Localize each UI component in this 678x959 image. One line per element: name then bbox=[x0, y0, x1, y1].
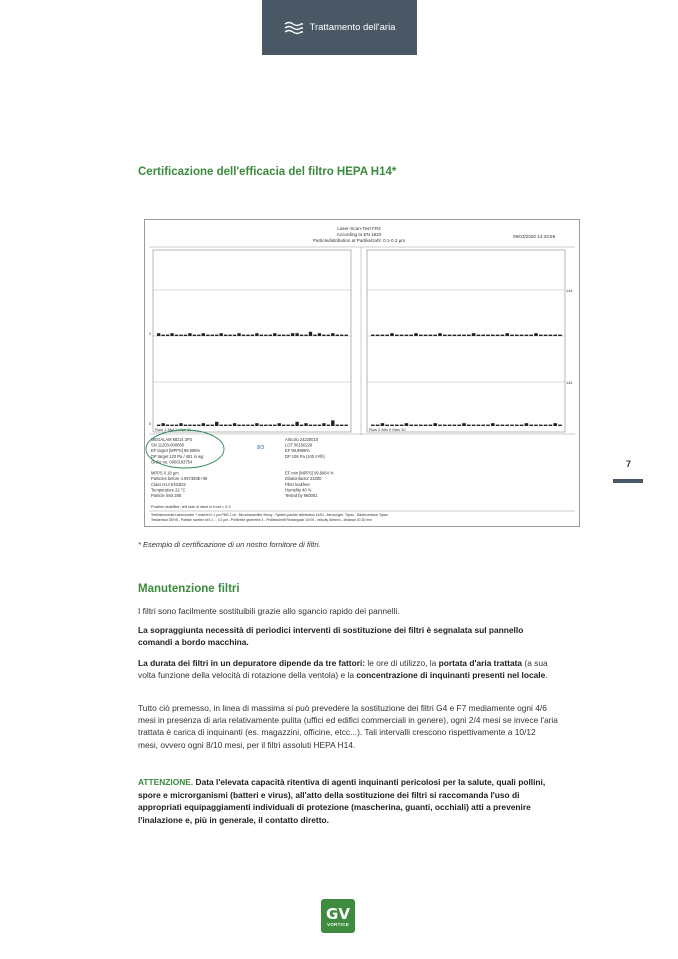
chart-bar bbox=[400, 335, 404, 336]
right-chart-label: Row 2 Min 0 Max 10 bbox=[369, 427, 406, 432]
chart-bar bbox=[390, 425, 394, 426]
chart-bar bbox=[544, 335, 548, 336]
report-info-line: Order no. 0000183754 bbox=[151, 459, 193, 465]
chart-bar bbox=[486, 425, 490, 426]
chart-bar bbox=[197, 335, 200, 336]
chart-bar bbox=[424, 425, 428, 426]
chart-bar bbox=[558, 425, 562, 426]
chart-bar bbox=[457, 425, 461, 426]
paragraph-text: La sopraggiunta necessità di periodici interventi di sostituzione dei filtri è segnalata sul pannello comandi a bordo macchina. bbox=[138, 625, 524, 648]
chart-bar bbox=[322, 335, 325, 336]
left-axis-tick: 0 bbox=[149, 421, 152, 426]
logo-mark: GV bbox=[326, 904, 350, 923]
text-run: le ore di utilizzo, la bbox=[365, 658, 439, 668]
chart-bar bbox=[286, 425, 289, 426]
chart-bar bbox=[175, 335, 178, 336]
chart-bar bbox=[175, 425, 178, 426]
chart-bar bbox=[179, 335, 182, 336]
text-bold: La durata dei filtri in un depuratore dipende da tre fattori: bbox=[138, 658, 366, 668]
chart-bar bbox=[438, 425, 442, 426]
chart-bar bbox=[534, 425, 538, 426]
chart-bar bbox=[157, 425, 160, 426]
chart-bar bbox=[549, 335, 553, 336]
report-date: 09/03/2020 14:33:59 bbox=[513, 234, 556, 239]
chart-bar bbox=[505, 333, 509, 336]
chart-bar bbox=[462, 423, 466, 426]
chart-bar bbox=[395, 425, 399, 426]
report-info-line: EF 99.9996% bbox=[285, 448, 310, 454]
chart-bar bbox=[345, 335, 348, 336]
chart-bar bbox=[409, 425, 413, 426]
chart-bar bbox=[409, 335, 413, 336]
chart-bar bbox=[340, 425, 343, 426]
chart-bar bbox=[345, 425, 348, 426]
chart-bar bbox=[376, 335, 380, 336]
chart-bar bbox=[215, 422, 218, 426]
chart-bar bbox=[211, 335, 214, 336]
chart-bar bbox=[161, 423, 164, 426]
chart-bar bbox=[220, 425, 223, 426]
report-info-line: EF target [MPPS] 99.995% bbox=[151, 448, 201, 454]
left-axis-tick: 2 bbox=[149, 331, 152, 336]
chart-bar bbox=[405, 423, 409, 426]
chart-bar bbox=[491, 423, 495, 426]
chart-bar bbox=[462, 335, 466, 336]
chart-bar bbox=[448, 335, 452, 336]
report-info-line: DP 108 Pa (100 m³/h) bbox=[285, 453, 325, 459]
chart-bar bbox=[491, 335, 495, 336]
chart-bar bbox=[467, 425, 471, 426]
chart-bar bbox=[300, 425, 303, 426]
chart-bar bbox=[534, 333, 538, 336]
chart-bar bbox=[157, 333, 160, 336]
chart-bar bbox=[202, 423, 205, 426]
chart-bar bbox=[313, 425, 316, 426]
chart-bar bbox=[220, 333, 223, 336]
chart-bar bbox=[453, 425, 457, 426]
chart-bar bbox=[255, 423, 258, 426]
chart-bar bbox=[295, 333, 298, 336]
maintenance-title: Manutenzione filtri bbox=[138, 583, 240, 595]
chart-bar bbox=[376, 425, 380, 426]
report-info-line: SN 11203-000068 bbox=[151, 442, 184, 448]
paragraph-signal bbox=[138, 624, 558, 648]
chart-bar bbox=[331, 333, 334, 336]
chart-bar bbox=[429, 335, 433, 336]
chart-bar bbox=[295, 422, 298, 426]
warning-label: ATTENZIONE. bbox=[138, 777, 194, 787]
chart-bar bbox=[529, 335, 533, 336]
chart-bar bbox=[453, 335, 457, 336]
chart-bar bbox=[414, 333, 418, 336]
chart-bar bbox=[309, 425, 312, 426]
report-info-line: Class H14 EN1822 bbox=[151, 481, 186, 487]
report-info-line: Temperature 22 °C bbox=[151, 487, 186, 493]
text-bold: portata d'aria trattata bbox=[438, 658, 523, 668]
chart-bar bbox=[237, 425, 240, 426]
chart-bar bbox=[318, 425, 321, 426]
page-number: 7 bbox=[626, 459, 632, 469]
chart-bar bbox=[486, 335, 490, 336]
chart-bar bbox=[467, 335, 471, 336]
chart-bar bbox=[405, 335, 409, 336]
chart-bar bbox=[549, 425, 553, 426]
chart-bar bbox=[211, 425, 214, 426]
chart-bar bbox=[477, 425, 481, 426]
chart-bar bbox=[291, 333, 294, 336]
section-header-title: Trattamento dell'aria bbox=[309, 22, 396, 33]
chart-bar bbox=[228, 335, 231, 336]
chart-bar bbox=[496, 425, 500, 426]
report-info-line: DP target 120 Pa / 481 in wg bbox=[151, 453, 204, 459]
chart-bar bbox=[269, 425, 272, 426]
certification-footnote: * Esempio di certificazione di un nostro fornitore di filtri. bbox=[138, 540, 321, 549]
warning-text bbox=[138, 776, 558, 826]
report-info-line: Filter leakfree bbox=[285, 481, 310, 487]
chart-bar bbox=[472, 333, 476, 336]
chart-bar bbox=[170, 333, 173, 336]
chart-bar bbox=[273, 333, 276, 336]
chart-bar bbox=[300, 335, 303, 336]
right-axis-tick: 144 bbox=[566, 289, 573, 293]
chart-bar bbox=[166, 425, 169, 426]
chart-bar bbox=[170, 425, 173, 426]
left-chart-label: Row 1 Mxt 1 Max 11 bbox=[155, 427, 192, 432]
chart-bar bbox=[515, 425, 519, 426]
chart-bar bbox=[385, 335, 389, 336]
air-waves-icon bbox=[284, 21, 304, 35]
report-info-line: Tested by 960001 bbox=[285, 493, 318, 498]
report-footer-line: Position leakfilter: left side of label in front = 0,3 bbox=[151, 505, 231, 509]
chart-bar bbox=[520, 425, 524, 426]
chart-bar bbox=[510, 425, 514, 426]
chart-bar bbox=[381, 423, 385, 426]
chart-bar bbox=[260, 335, 263, 336]
text-run: (a sua volta funzione della velocità di rotazione della ventola) e la bbox=[138, 658, 548, 681]
chart-bar bbox=[282, 335, 285, 336]
report-info-line: MEGALAM MD14 3P3 bbox=[151, 437, 192, 442]
report-info-line: EF min [MPPS] 99.9964 % bbox=[285, 470, 334, 476]
chart-bar bbox=[525, 335, 529, 336]
chart-bar bbox=[224, 425, 227, 426]
chart-bar bbox=[371, 335, 375, 336]
chart-bar bbox=[278, 335, 281, 336]
paragraph-duration bbox=[138, 657, 558, 681]
paragraph-text: Tutto ciò premesso, in linea di massima si può prevedere la sostituzione dei filtri G4 e F7 mediamente ogni 4/6 mesi in presenza di aria relativamente pulita (uffici ed edifici commerciali in genere), ogni 2/4 mesi se invece l'aria trattata è carica di inquinanti (es. magazzini, officine, etcc...). Tali intervalli crescono rispettivamente a 10/12 mesi, ovvero ogni 8/10 mesi, per il filtri assoluti HEPA H14. bbox=[138, 703, 558, 750]
chart-bar bbox=[242, 425, 245, 426]
chart-bar bbox=[424, 335, 428, 336]
chart-bar bbox=[438, 333, 442, 336]
chart-bar bbox=[228, 425, 231, 426]
chart-bar bbox=[184, 425, 187, 426]
chart-bar bbox=[381, 335, 385, 336]
chart-bar bbox=[278, 423, 281, 426]
chart-bar bbox=[340, 335, 343, 336]
chart-bar bbox=[233, 423, 236, 426]
chart-bar bbox=[385, 425, 389, 426]
chart-bar bbox=[443, 335, 447, 336]
chart-bar bbox=[304, 335, 307, 336]
paragraph-text: I filtri sono facilmente sostituibili grazie allo sgancio rapido dei pannelli. bbox=[138, 606, 400, 616]
chart-bar bbox=[539, 425, 543, 426]
chart-bar bbox=[313, 335, 316, 336]
chart-bar bbox=[309, 332, 312, 336]
chart-bar bbox=[544, 425, 548, 426]
report-footer-line: Testinstruments:Lasercounter + channel 0.1 µm PMS 1 ch - Microtransmitter Sensy - System particle distribution LAS4 - Aerosolgen. Topas - Diluterverdnun Topas bbox=[151, 513, 388, 517]
chart-bar bbox=[215, 335, 218, 336]
chart-bar bbox=[251, 425, 254, 426]
chart-bar bbox=[246, 425, 249, 426]
chart-bar bbox=[161, 335, 164, 336]
chart-bar bbox=[193, 335, 196, 336]
chart-bar bbox=[264, 425, 267, 426]
report-info-line: LOT 06150229 bbox=[285, 442, 313, 448]
chart-bar bbox=[501, 425, 505, 426]
chart-bar bbox=[242, 335, 245, 336]
chart-bar bbox=[414, 425, 418, 426]
report-header-line: Particledistribution at Partikelzahl: 0.1-0.2 µm bbox=[312, 238, 406, 243]
chart-bar bbox=[318, 333, 321, 336]
right-axis-tick: 144 bbox=[566, 381, 573, 385]
chart-bar bbox=[558, 335, 562, 336]
chart-bar bbox=[166, 335, 169, 336]
chart-bar bbox=[443, 425, 447, 426]
chart-bar bbox=[501, 335, 505, 336]
chart-bar bbox=[304, 423, 307, 426]
chart-bar bbox=[520, 335, 524, 336]
handwritten-note: 8/3 bbox=[257, 445, 264, 451]
chart-bar bbox=[505, 425, 509, 426]
chart-bar bbox=[515, 335, 519, 336]
chart-bar bbox=[237, 333, 240, 336]
chart-bar bbox=[269, 335, 272, 336]
chart-bar bbox=[429, 425, 433, 426]
report-info-line: Particle limit 288 bbox=[151, 493, 182, 498]
chart-bar bbox=[331, 420, 334, 426]
chart-bar bbox=[553, 423, 557, 426]
paragraph-text bbox=[138, 657, 558, 681]
chart-bar bbox=[371, 425, 375, 426]
chart-bar bbox=[433, 335, 437, 336]
chart-bar bbox=[390, 333, 394, 336]
chart-bar bbox=[255, 333, 258, 336]
report-info-line: Dilutionfactor 23200 bbox=[285, 476, 322, 482]
chart-bars bbox=[157, 332, 562, 426]
chart-bar bbox=[395, 335, 399, 336]
chart-bar bbox=[539, 335, 543, 336]
chart-bar bbox=[510, 335, 514, 336]
page-marker bbox=[613, 479, 643, 483]
chart-bar bbox=[264, 335, 267, 336]
report-info-line: Articolo 24230010 bbox=[285, 437, 319, 442]
section-header-tab bbox=[262, 0, 417, 55]
text-bold: concentrazione di inquinanti presenti nel locale bbox=[356, 670, 546, 681]
chart-bar bbox=[448, 425, 452, 426]
chart-bar bbox=[224, 335, 227, 336]
certificate-scan bbox=[144, 219, 580, 527]
chart-bar bbox=[472, 425, 476, 426]
chart-bar bbox=[188, 333, 191, 336]
chart-bar bbox=[184, 335, 187, 336]
chart-bar bbox=[327, 335, 330, 336]
chart-bar bbox=[419, 335, 423, 336]
report-header-line: According to EN 1822 bbox=[336, 232, 382, 237]
warning-block bbox=[138, 776, 558, 826]
chart-bar bbox=[433, 423, 437, 426]
chart-bar bbox=[206, 425, 209, 426]
chart-bar bbox=[202, 333, 205, 336]
chart-bar bbox=[457, 335, 461, 336]
chart-bar bbox=[193, 425, 196, 426]
chart-bar bbox=[496, 335, 500, 336]
text-run: . bbox=[545, 670, 548, 681]
chart-bar bbox=[322, 423, 325, 426]
chart-bar bbox=[246, 335, 249, 336]
report-info-line: Particles before 4.097393E+08 bbox=[151, 476, 208, 482]
chart-bar bbox=[419, 425, 423, 426]
paragraph-schedule bbox=[138, 702, 558, 751]
chart-bar bbox=[291, 425, 294, 426]
chart-bar bbox=[251, 335, 254, 336]
chart-bar bbox=[336, 335, 339, 336]
chart-bar bbox=[233, 335, 236, 336]
paragraph-intro bbox=[138, 605, 558, 617]
chart-bar bbox=[206, 335, 209, 336]
certification-title: Certificazione dell'efficacia del filtro HEPA H14* bbox=[138, 166, 397, 178]
chart-bar bbox=[529, 425, 533, 426]
report-info-line: MPPS 0.18 µm bbox=[151, 470, 179, 476]
report-header-line: Laser-Scan-Test FR2 bbox=[337, 226, 381, 231]
chart-bar bbox=[282, 425, 285, 426]
chart-bar bbox=[553, 335, 557, 336]
chart-bar bbox=[477, 335, 481, 336]
warning-body: Data l'elevata capacità ritentiva di agenti inquinanti pericolosi per la salute, quali pollini, spore e microrganismi (batteri e virus), all'atto della sostituzione dei filtri si raccomanda l'uso di appropriati equipaggiamenti individuali di protezione (mascherina, guanti, occhiali) atti a prevenire l'inalazione e, più in generale, il contatto diretto. bbox=[138, 777, 546, 825]
chart-bar bbox=[481, 335, 485, 336]
chart-bar bbox=[400, 425, 404, 426]
chart-bar bbox=[273, 425, 276, 426]
chart-bar bbox=[525, 423, 529, 426]
chart-bar bbox=[336, 425, 339, 426]
report-info-line: Humidity 40 % bbox=[285, 487, 312, 493]
chart-bar bbox=[197, 425, 200, 426]
chart-bar bbox=[286, 335, 289, 336]
report-footer-line: Testaerosol DEHS - Particle number at 0.1 ... 0.2 µm - Prüfbreite geometrie 3 - Prüfabschnitt Rectangular 10x76 - velocity 60mm/s - distance 20-30 mm bbox=[151, 518, 372, 522]
chart-bar bbox=[188, 425, 191, 426]
chart-bar bbox=[327, 425, 330, 426]
vortice-logo bbox=[321, 899, 355, 933]
chart-bar bbox=[179, 423, 182, 426]
logo-brand: VORTICE bbox=[326, 921, 350, 927]
chart-bar bbox=[260, 425, 263, 426]
chart-bar bbox=[481, 425, 485, 426]
